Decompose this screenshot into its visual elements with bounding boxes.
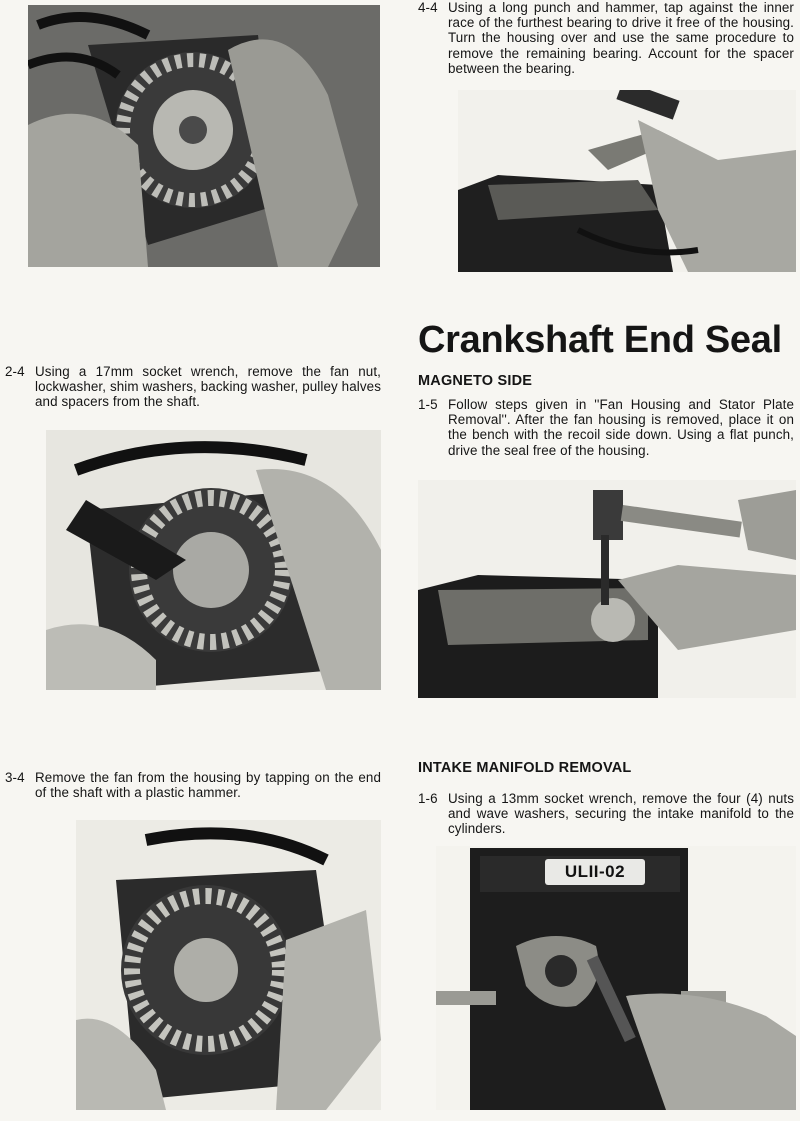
section-heading: Crankshaft End Seal <box>418 319 782 361</box>
step-number: 2-4 <box>5 364 25 379</box>
step-4-4 <box>418 0 794 76</box>
step-text: Using a long punch and hammer, tap against the inner race of the furthest bearing to drive it free of the housing. Turn the housing over and use the same procedure to remove the remaining bearing. Account for the spacer between the bearing. <box>448 0 794 76</box>
step-1-5 <box>418 397 794 458</box>
subheading-intake-manifold-removal: INTAKE MANIFOLD REMOVAL <box>418 760 632 776</box>
engine-model-plate: ULII-02 <box>545 859 645 885</box>
step-1-6 <box>418 791 794 837</box>
photo-fan-removal <box>76 820 381 1110</box>
step-text: Follow steps given in ''Fan Housing and Stator Plate Removal''. After the fan housing is removed, place it on the bench with the recoil side down. Using a flat punch, drive the seal free of the housing. <box>448 397 794 458</box>
step-text: Using a 13mm socket wrench, remove the four (4) nuts and wave washers, securing the intake manifold to the cylinders. <box>448 791 794 837</box>
step-number: 1-5 <box>418 397 438 412</box>
photo-seal-removal <box>418 480 796 698</box>
step-3-4 <box>5 770 381 800</box>
step-number: 1-6 <box>418 791 438 806</box>
step-number: 3-4 <box>5 770 25 785</box>
step-2-4 <box>5 364 381 410</box>
step-number: 4-4 <box>418 0 438 15</box>
photo-bearing-removal <box>458 90 796 272</box>
step-text: Using a 17mm socket wrench, remove the fan nut, lockwasher, shim washers, backing washer, pulley halves and spacers from the shaft. <box>35 364 381 410</box>
subheading-magneto-side: MAGNETO SIDE <box>418 373 533 389</box>
photo-fan-nut-removal <box>46 430 381 690</box>
photo-intake-manifold <box>436 846 796 1110</box>
photo-fan-housing-top <box>28 5 380 267</box>
step-text: Remove the fan from the housing by tapping on the end of the shaft with a plastic hammer. <box>35 770 381 801</box>
